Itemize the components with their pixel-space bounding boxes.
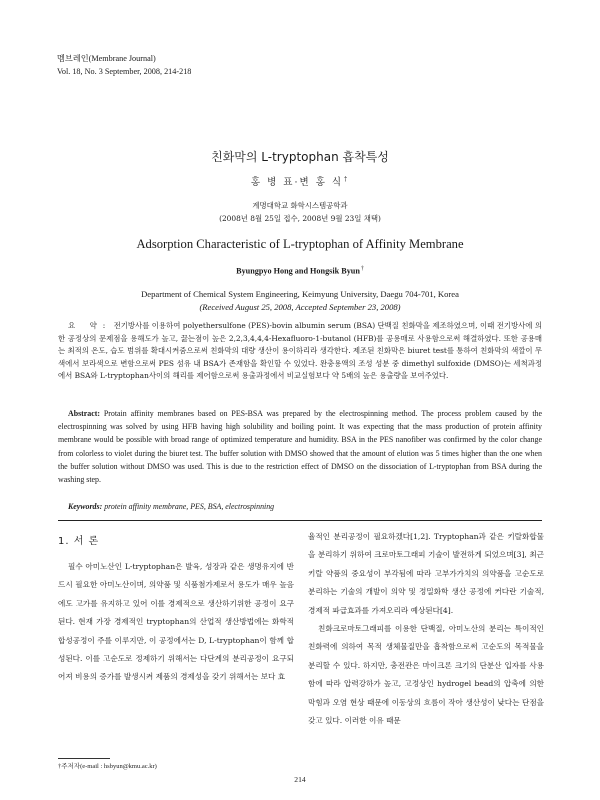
keywords [68,502,274,511]
korean-abstract [58,320,542,383]
korean-title: 친화막의 L-tryptophan 흡착특성 [211,150,389,164]
footnote-corresponding-author: †주저자(e-mail : hsbyun@kmu.ac.kr) [58,763,157,770]
section-heading-introduction: 1. 서 론 [58,536,100,547]
body-column-right [308,528,544,730]
english-abstract-text: Protain affinity membranes based on PES-BSA was prepared by the electrospinning method. The process problem caused by the electrospinning was solved by using HFB having high solubility and boiling point. It was expecting that the mass production of protein affinity membrane would be possible with broad range of optimized temperature and humidity. BSA in the PES nanofiber was confirmed by the color change from colorless to violet during the biuret test. The buffer solution with DMSO showed that the amount of elution was 5 times higher than the one when the buffer solution without DMSO was used. This is due to the restriction effect of DMSO on the dissociation of L-tryptophan from BSA during the washing step. [58,409,542,485]
keywords-label: Keywords: [68,502,103,511]
body-paragraph: 율적인 분리공정이 필요하겠다[1,2]. Tryptophan과 같은 키랄화합물을 분리하기 위하여 크로마토그래피 기술이 발전하게 되었으며[3], 최근 키랄 약품의 중요성이 부각됨에 따라 고부가가치의 의약품을 고순도로 분리하는 기술의 개발이 의약 및 정밀화학 생산 공정에 커다란 기술적, 경제적 파급효과를 가져오리라 예상된다[4]. [308,532,544,615]
korean-abstract-text: 전기방사를 이용하여 polyethersulfone (PES)-bovin albumin serum (BSA) 단백질 친화막을 제조하였으며, 이때 전기방사에 의한 공정상의 문제점을 용해도가 높고, 끓는점이 높은 2,2,3,4,4,4-Hexafluoro-1-butanol (HFB)를 공용매로 사용함으로써 해결하였다. 또한 공용매는 최적의 온도, 습도 범위를 확대시켜줌으로써 친화막의 대량 생산이 용이하리라 생각한다. 제조된 친화막은 biuret test를 통하여 친화막의 색깔이 무색에서 보라색으로 변함으로써 PES 섬유 내 BSA가 존재함을 확인할 수 있었다. 완충용액의 조성 성분 중 dimethyl sulfoxide (DMSO)는 세척과정에서 BSA와 L-tryptophan사이의 해리를 제어함으로써 용출과정에서 비교실험보다 약 5배의 높은 용출량을 보여주었다. [58,321,542,381]
page-number: 214 [294,775,306,784]
english-abstract [58,407,542,486]
korean-dates: (2008년 8월 25일 접수, 2008년 9월 23일 채택) [219,214,381,223]
journal-name: 멤브레인(Membrane Journal) [57,54,156,63]
korean-affiliation: 계명대학교 화학시스템공학과 [252,201,348,210]
body-column-left: 필수 아미노산인 L-tryptophan은 발육, 성장과 같은 생명유지에 반드시 필요한 아미노산이며, 의약품 및 식품첨가제로서 용도가 매우 높음에도 고가를 유지하고 있어 이를 경제적으로 생산하기위한 공정이 요구된다. 현재 가장 경제적인 tryptophan의 산업적 생산방법에는 화학적 합성공정이 주를 이루지만, 이 공정에서는 D, L-tryptophan이 함께 합성된다. 이를 고순도로 정제하기 위해서는 다단계의 분리공정이 요구되어져 비용의 증가를 발생시켜 제품의 경제성을 갖기 위해서는 보다 효 [58,562,294,682]
english-authors-names: Byungpyo Hong and Hongsik Byun [236,266,360,276]
journal-header [57,52,191,78]
korean-authors [0,174,600,188]
corresponding-author-mark: † [344,175,350,183]
keywords-text: protein affinity membrane, PES, BSA, electrospinning [104,502,275,511]
section-divider [58,520,542,521]
english-abstract-label: Abstract: [68,409,100,418]
journal-volume: Vol. 18, No. 3 September, 2008, 214-218 [57,67,192,76]
korean-abstract-label: 요 약: [68,321,112,330]
english-authors [0,266,600,276]
english-affiliation-block [0,288,600,314]
english-affiliation: Department of Chemical System Engineering, Keimyung University, Daegu 704-701, Korea [141,289,459,299]
korean-affiliation-block [0,199,600,225]
korean-authors-names: 홍 병 표·변 홍 식 [250,177,344,188]
body-paragraph: 친화크로마토그래피를 이용한 단백질, 아미노산의 분리는 특이적인 친화력에 의하여 목적 생체물질만을 흡착함으로써 고순도의 목적물을 분리할 수 있다. 하지만, 충전관은 마이크론 크기의 단분산 입자를 사용함에 따라 압력강하가 높고, 고정상인 hydrogel bead의 압축에 의한 막힘과 오염 현상 때문에 이동상의 흐름이 작아 생산성이 낮다는 단점을 갖고 있다. 이러한 이유 때문 [308,624,544,726]
english-author-mark: † [360,266,364,272]
english-title: Adsorption Characteristic of L-tryptophan of Affinity Membrane [136,237,464,251]
footnote-rule [58,758,110,759]
english-received-dates: (Received August 25, 2008, Accepted September 23, 2008) [199,302,401,312]
